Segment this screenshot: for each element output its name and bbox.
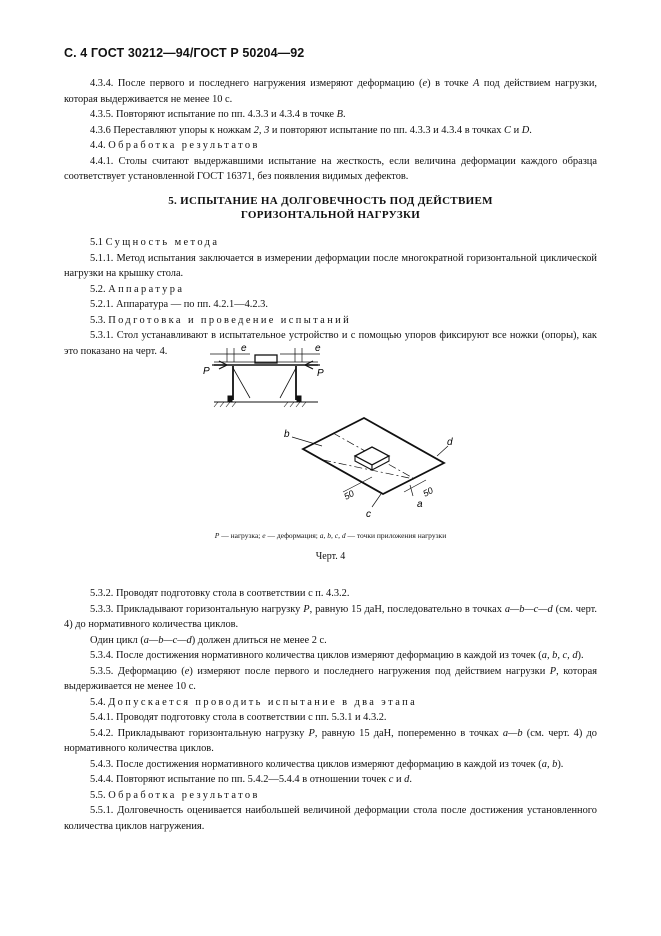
para-5-3-2: 5.3.2. Проводят подготовку стола в соответствии с п. 4.3.2. <box>90 588 350 599</box>
para-5-5-1: 5.5.1. Долговечность оценивается наибольшей величиной деформации стола после достижения установленного количества циклов нагружения. <box>64 805 597 832</box>
para-4-3-5: 4.3.5. Повторяют испытание по пп. 4.3.3 и 4.3.4 в точке B. <box>90 109 346 120</box>
label-p-left: P <box>203 366 210 377</box>
label-e-right: e <box>315 343 321 354</box>
front-view-diagram <box>210 348 320 407</box>
para-4-4-1: 4.4.1. Столы считают выдержавшими испытание на жесткость, если величина деформации каждого образца соответствует установленной ГОСТ 16371, без появления видимых дефектов. <box>64 155 597 182</box>
label-d: d <box>447 437 453 448</box>
heading-5-1: 5.1 Сущность метода <box>90 237 220 248</box>
para-5-3-3: 5.3.3. Прикладывают горизонтальную нагрузку P, равную 15 даН, последовательно в точках a—b—c—d (см. черт. 4) до нормативного количества циклов. <box>64 603 597 630</box>
figure-caption: P — нагрузка; e — деформация; a, b, c, d — точки приложения нагрузки <box>214 531 447 540</box>
para-5-3-4: 5.3.4. После достижения нормативного количества циклов измеряют деформацию в каждой из точек (a, b, c, d). <box>90 650 584 661</box>
heading-4-4: 4.4. Обработка результатов <box>90 140 260 151</box>
para-5-1-1: 5.1.1. Метод испытания заключается в измерении деформации после многократной горизонтальной циклической нагрузки на крышку стола. <box>64 252 597 279</box>
heading-5-2: 5.2. Аппаратура <box>90 283 185 295</box>
figure-title: Черт. 4 <box>315 551 346 562</box>
para-5-4-4: 5.4.4. Повторяют испытание по пп. 5.4.2—5.4.4 в отношении точек c и d. <box>90 774 412 785</box>
para-4-3-4: 4.3.4. После первого и последнего нагружения измеряют деформацию (e) в точке A под действием нагрузки, которая выдерживается не менее 10 с. <box>64 78 598 105</box>
label-a: a <box>417 499 423 510</box>
label-c: c <box>366 509 371 520</box>
heading-5-5: 5.5. Обработка результатов <box>90 789 260 801</box>
heading-5-3: 5.3. Подготовка и проведение испытаний <box>90 314 352 326</box>
para-cycle: Один цикл (a—b—c—d) должен длиться не менее 2 с. <box>90 634 327 646</box>
para-5-2-1: 5.2.1. Аппаратура — по пп. 4.2.1—4.2.3. <box>90 299 268 310</box>
bottom-text-block <box>64 586 597 834</box>
label-b: b <box>284 429 290 440</box>
para-5-4-2: 5.4.2. Прикладывают горизонтальную нагрузку P, равную 15 даН, попеременно в точках a—b (см. черт. 4) до нормативного количества циклов. <box>64 727 597 754</box>
label-e-left: e <box>241 343 247 354</box>
para-5-4-3: 5.4.3. После достижения нормативного количества циклов измеряют деформацию в каждой из точек (a, b). <box>90 758 564 770</box>
para-5-3-5: 5.3.5. Деформацию (e) измеряют после первого и последнего нагружения под действием нагрузки P, которая выдерживается не менее 10 с. <box>64 665 597 692</box>
section-title-line-2: ГОРИЗОНТАЛЬНОЙ НАГРУЗКИ <box>240 209 421 221</box>
section-title-line-1: 5. ИСПЫТАНИЕ НА ДОЛГОВЕЧНОСТЬ ПОД ДЕЙСТВИЕМ <box>168 195 493 207</box>
para-4-3-6: 4.3.6 Переставляют упоры к ножкам 2, 3 и повторяют испытание по пп. 4.3.3 и 4.3.4 в точках C и D. <box>90 124 532 136</box>
heading-5-4: 5.4. Допускается проводить испытание в два этапа <box>90 696 418 708</box>
dim-50-left: 50 <box>342 488 356 502</box>
page-header: С. 4 ГОСТ 30212—94/ГОСТ Р 50204—92 <box>64 46 305 60</box>
label-p-right: P <box>317 368 324 379</box>
dim-50-right: 50 <box>421 485 435 499</box>
para-5-3-1: 5.3.1. Стол устанавливают в испытательное устройство и с помощью упоров фиксируют все ножки (опоры), как это показано на черт. 4. <box>64 330 597 357</box>
para-5-4-1: 5.4.1. Проводят подготовку стола в соответствии с пп. 5.3.1 и 4.3.2. <box>90 712 387 723</box>
